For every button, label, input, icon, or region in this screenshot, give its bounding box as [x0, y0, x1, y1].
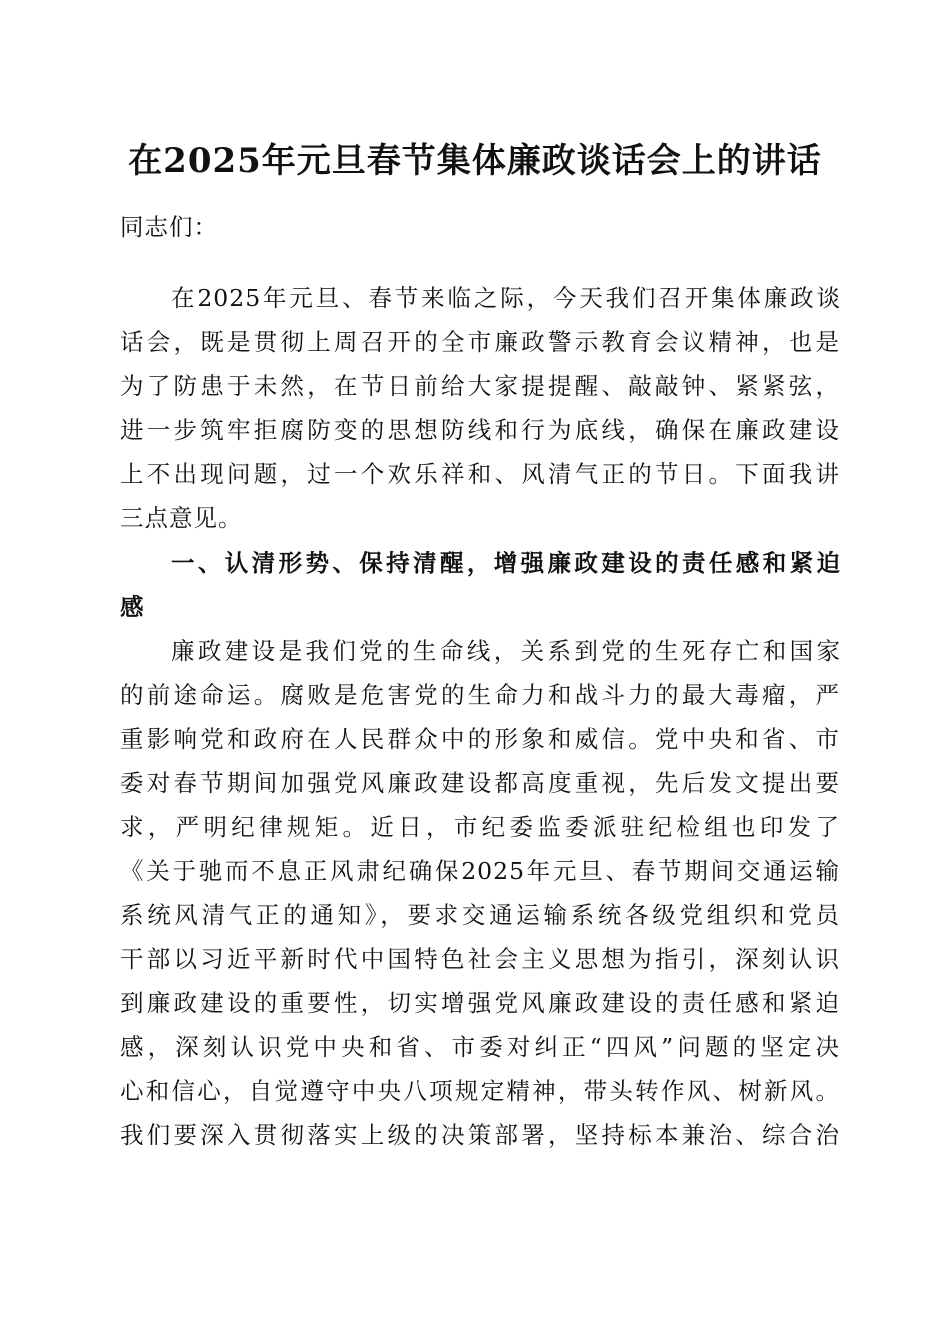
salutation: 同志们： — [120, 213, 218, 241]
body-line: 廉政建设是我们党的生命线，关系到党的生死存亡和国家 — [171, 637, 841, 665]
intro-line: 三点意见。 — [120, 504, 243, 532]
body-line: 委对春节期间加强党风廉政建设都高度重视，先后发文提出要 — [120, 769, 840, 797]
section-heading: 一、认清形势、保持清醒，增强廉政建设的责任感和紧迫 — [171, 549, 841, 577]
intro-line: 上不出现问题，过一个欢乐祥和、风清气正的节日。下面我讲 — [120, 460, 840, 488]
body-line: 感，深刻认识党中央和省、市委对纠正“四风”问题的坚定决 — [120, 1033, 840, 1061]
intro-line: 为了防患于未然，在节日前给大家提提醒、敲敲钟、紧紧弦， — [120, 372, 840, 400]
body-line: 的前途命运。腐败是危害党的生命力和战斗力的最大毒瘤，严 — [120, 681, 840, 709]
document-title: 在2025年元旦春节集体廉政谈话会上的讲话 — [128, 141, 822, 181]
body-line: 干部以习近平新时代中国特色社会主义思想为指引，深刻认识 — [120, 945, 840, 973]
body-line: 我们要深入贯彻落实上级的决策部署，坚持标本兼治、综合治 — [120, 1121, 840, 1149]
section-heading: 感 — [120, 593, 145, 621]
body-line: 到廉政建设的重要性，切实增强党风廉政建设的责任感和紧迫 — [120, 989, 840, 1017]
intro-line: 话会，既是贯彻上周召开的全市廉政警示教育会议精神，也是 — [120, 328, 840, 356]
intro-line: 在2025年元旦、春节来临之际，今天我们召开集体廉政谈 — [171, 284, 841, 312]
body-line: 《关于驰而不息正风肃纪确保2025年元旦、春节期间交通运输 — [120, 857, 840, 885]
body-line: 求，严明纪律规矩。近日，市纪委监委派驻纪检组也印发了 — [120, 813, 840, 841]
body-line: 心和信心，自觉遵守中央八项规定精神，带头转作风、树新风。 — [120, 1077, 840, 1105]
intro-line: 进一步筑牢拒腐防变的思想防线和行为底线，确保在廉政建设 — [120, 416, 840, 444]
body-line: 系统风清气正的通知》，要求交通运输系统各级党组织和党员 — [120, 901, 840, 929]
body-line: 重影响党和政府在人民群众中的形象和威信。党中央和省、市 — [120, 725, 840, 753]
